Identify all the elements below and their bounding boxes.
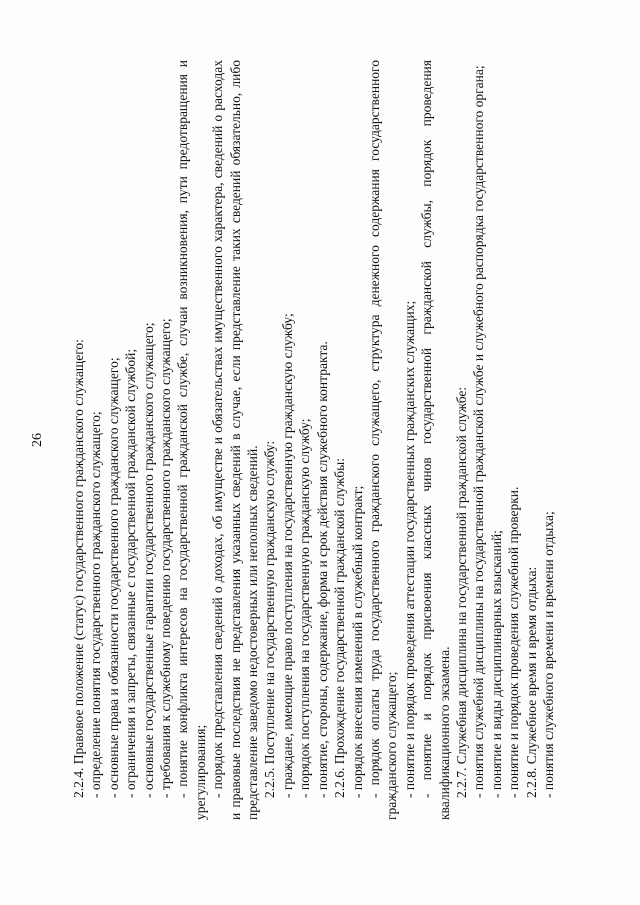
section-heading: 2.2.6. Прохождение государственной гражданской службы: (332, 458, 348, 798)
section-heading: 2.2.4. Правовое положение (статус) государственного гражданского служащего: (71, 339, 86, 798)
list-item: - определение понятия государственного гражданского служащего; (88, 411, 104, 798)
section-heading: 2.2.5. Поступление на государственную гражданскую службу: (262, 440, 278, 798)
list-item: - порядок представления сведений о доходах, об имуществе и обязательствах имущественного характера, сведений о расходах и правовые последствия не представления указанных сведений в случае, если представление таких сведений обязательно, либо представление заведомо недостоверных или неполных сведений. (210, 60, 261, 820)
list-item: - понятие и порядок проведения служебной проверки. (506, 486, 522, 798)
list-item: - понятие и порядок проведения аттестации государственных гражданских служащих; (401, 300, 417, 798)
list-item: - граждане, имеющие право поступления на государственную гражданскую службу; (279, 313, 295, 798)
list-item: - ограничения и запреты, связанные с государственной гражданской службой; (123, 348, 139, 798)
list-item: - понятия служебной дисциплины на государственной гражданской службе и служебного распорядка государственного органа; (471, 65, 487, 798)
document-body (70, 60, 557, 820)
list-item: - основные государственные гарантии государственного гражданского служащего; (140, 322, 156, 798)
list-item: - порядок внесения изменений в служебный контракт; (349, 485, 365, 798)
list-item: - понятие конфликта интересов на государственной гражданской службе, случаи возникновения, пути предотвращения и урегулирования; (175, 60, 208, 820)
list-item: - порядок поступления на государственную гражданскую службу; (297, 418, 313, 798)
list-item: - понятие и виды дисциплинарных взысканий; (488, 530, 504, 798)
list-item: - требования к служебному поведению государственного гражданского служащего; (158, 318, 174, 798)
list-item: - понятия служебного времени и времени отдыха; (540, 511, 556, 798)
list-item: - понятие и порядок присвоения классных чинов государственной гражданской службы, порядок проведения квалификационного экзамена. (419, 60, 452, 820)
rotated-content (30, 50, 556, 830)
list-item: - основные права и обязанности государственного гражданского служащего; (105, 357, 121, 798)
page-number: 26 (30, 433, 45, 447)
section-heading: 2.2.7. Служебная дисциплина на государственной гражданской службе: (453, 386, 469, 798)
list-item: - понятие, стороны, содержание, форма и срок действия служебного контракта. (314, 341, 330, 798)
list-item: - порядок оплаты труда государственного гражданского служащего, структура денежного содержания государственного гражданского служащего; (366, 60, 400, 820)
section-heading: 2.2.8. Служебное время и время отдыха: (523, 566, 539, 798)
